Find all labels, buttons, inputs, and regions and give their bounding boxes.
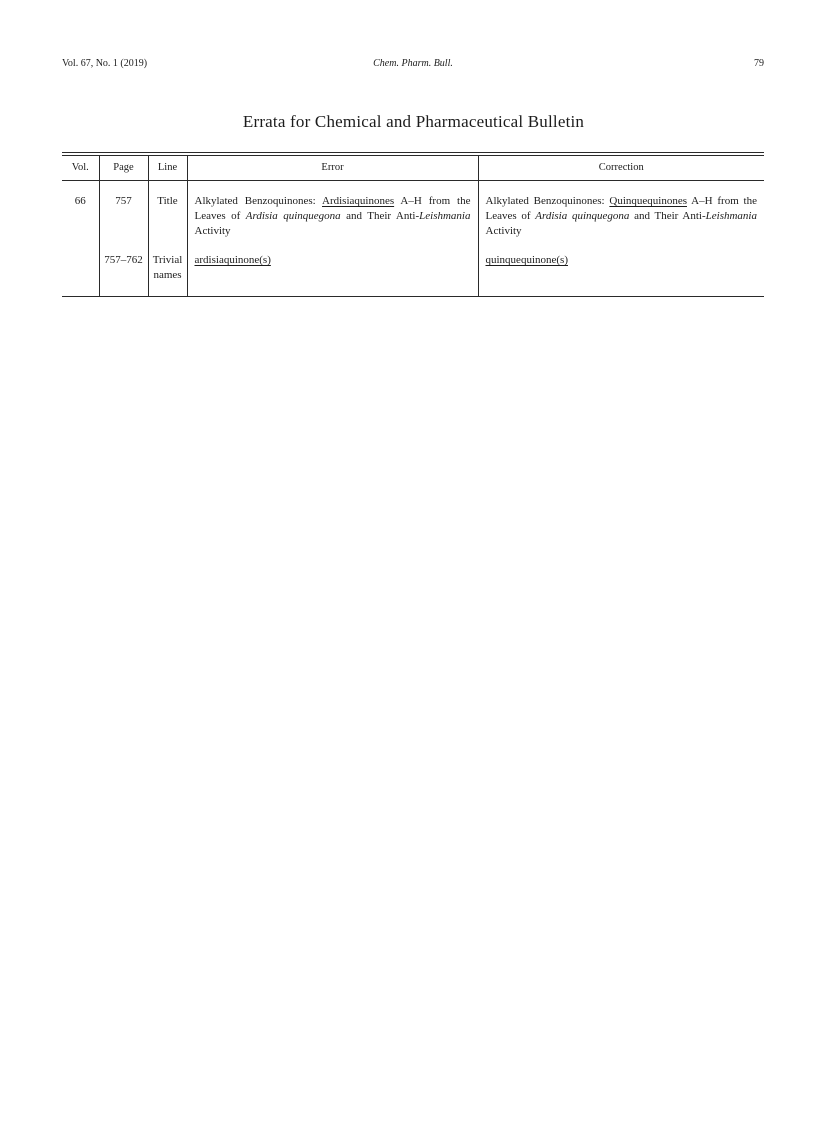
error-underlined-term: ardisiaquinone(s) [194, 254, 271, 266]
table-header-row [62, 156, 764, 181]
line-cell [148, 181, 187, 254]
journal-name: Chem. Pharm. Bull. [373, 58, 453, 69]
error-cell [187, 253, 478, 297]
line-value: Title [157, 195, 178, 207]
table-row [62, 181, 764, 254]
column-header-line: Line [148, 156, 187, 181]
page-title: Errata for Chemical and Pharmaceutical Bulletin [242, 112, 585, 131]
error-text: Alkylated Benzoquinones: [194, 195, 322, 207]
error-species-name: Ardisia quinquegona [245, 210, 341, 222]
column-header-page: Page [99, 156, 148, 181]
errata-table-container [62, 152, 764, 297]
page-value: 757 [115, 195, 132, 207]
correction-text: A–H from the Leaves of [485, 195, 757, 222]
page-number: 79 [754, 58, 764, 69]
correction-text: and Their Anti- [629, 210, 706, 222]
error-cell [187, 181, 478, 254]
error-genus-name: Leishmania [419, 210, 471, 222]
correction-cell [478, 181, 764, 254]
error-text: A–H from the Leaves of [194, 195, 471, 222]
errata-table [62, 155, 764, 297]
error-text: and Their Anti- [340, 210, 420, 222]
vol-value: 66 [74, 195, 86, 207]
error-underlined-term: Ardisiaquinones [322, 195, 395, 207]
correction-genus-name: Leishmania [705, 210, 757, 222]
column-header-error: Error [187, 156, 478, 181]
column-header-vol: Vol. [62, 156, 99, 181]
correction-cell [478, 253, 764, 297]
column-header-correction: Correction [478, 156, 764, 181]
correction-underlined-term: quinquequinone(s) [485, 254, 568, 266]
volume-issue-label: Vol. 67, No. 1 (2019) [62, 58, 148, 69]
vol-cell [62, 253, 99, 297]
table-row [62, 253, 764, 297]
correction-text: Alkylated Benzoquinones: [485, 195, 610, 207]
page-cell [99, 253, 148, 297]
correction-species-name: Ardisia quinquegona [535, 210, 630, 222]
page-cell [99, 181, 148, 254]
line-cell [148, 253, 187, 297]
correction-underlined-term: Quinquequinones [609, 195, 687, 207]
vol-cell [62, 181, 99, 254]
page-value: 757–762 [104, 254, 143, 266]
running-head [62, 57, 764, 71]
line-value: Trivial names [152, 254, 183, 281]
error-text: Activity [194, 225, 231, 237]
correction-text: Activity [485, 225, 522, 237]
